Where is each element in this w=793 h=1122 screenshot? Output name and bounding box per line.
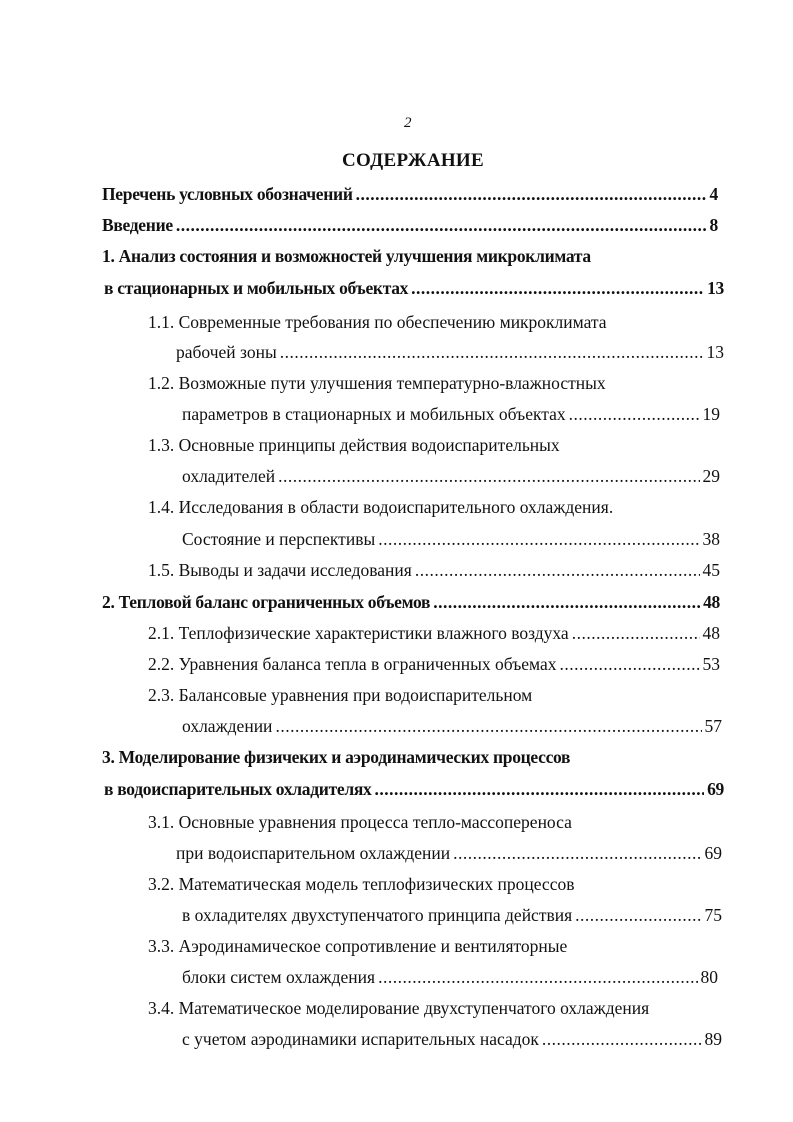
toc-entry-heading[interactable] [148,872,574,896]
toc-entry[interactable] [182,965,718,989]
toc-entry-text: 3.1. Основные уравнения процесса тепло-массопереноса [148,812,572,832]
toc-entry-text: 3.3. Аэродинамическое сопротивление и вентиляторные [148,936,568,956]
toc-entry[interactable] [182,1027,722,1051]
toc-entry-page: 48 [703,592,720,612]
toc-entry-heading[interactable] [148,683,532,707]
toc-entry-heading[interactable] [148,371,606,395]
toc-entry-text: в охладителях двухступенчатого принципа действия [182,905,573,925]
toc-entry-page: 4 [709,184,718,204]
toc-entry-heading[interactable] [102,244,591,268]
dot-leader [278,464,699,488]
dot-leader [569,402,700,426]
toc-entry[interactable] [148,558,720,582]
page-number: 2 [404,115,412,131]
toc-entry[interactable] [176,340,724,364]
toc-entry-page: 13 [707,278,724,298]
toc-entry-text: 1.1. Современные требования по обеспечению микроклимата [148,312,607,332]
toc-entry[interactable] [102,213,718,237]
toc-entry-text: при водоиспарительном охлаждении [176,843,451,863]
toc-entry[interactable] [182,464,720,488]
toc-entry-text: 1.4. Исследования в области водоиспарительного охлаждения. [148,497,614,517]
toc-entry-heading[interactable] [148,433,560,457]
toc-entry-page: 8 [709,215,718,235]
toc-entry-heading[interactable] [102,745,570,769]
toc-entry-text: 3. Моделирование физичеких и аэродинамических процессов [102,747,571,767]
toc-entry[interactable] [176,841,722,865]
toc-entry-text: рабочей зоны [176,342,277,362]
toc-entry-text: 1.2. Возможные пути улучшения температурно-влажностных [148,373,606,393]
toc-entry-page: 53 [702,654,720,674]
toc-entry[interactable] [182,903,722,927]
toc-entry-page: 57 [704,716,722,736]
toc-entry-heading[interactable] [148,996,649,1020]
toc-entry-heading[interactable] [148,495,613,519]
toc-entry-text: 2.1. Теплофизические характеристики влажного воздуха [148,623,569,643]
dot-leader [374,777,704,801]
dot-leader [356,182,707,206]
dot-leader [415,558,700,582]
toc-entry[interactable] [148,621,720,645]
toc-entry[interactable] [104,777,724,801]
dot-leader [542,1027,702,1051]
toc-entry-page: 45 [702,560,720,580]
toc-entry-page: 19 [702,404,720,424]
toc-entry-text: 2.2. Уравнения баланса тепла в ограниченных объемах [148,654,557,674]
toc-entry-text: 2. Тепловой баланс ограниченных объемов [102,592,431,612]
toc-entry-text: 3.2. Математическая модель теплофизических процессов [148,874,575,894]
toc-entry-text: охладителей [182,466,276,486]
dot-leader [453,841,701,865]
toc-entry-text: в стационарных и мобильных объектах [104,278,409,298]
toc-entry-text: в водоиспарительных охладителях [104,779,372,799]
toc-entry-page: 80 [700,967,718,987]
toc-entry-heading[interactable] [148,934,567,958]
dot-leader [378,965,697,989]
toc-entry[interactable] [102,182,718,206]
toc-entry-heading[interactable] [148,310,607,334]
toc-entry-text: 1. Анализ состояния и возможностей улучшения микроклимата [102,246,591,266]
toc-entry-text: 1.5. Выводы и задачи исследования [148,560,412,580]
toc-entry[interactable] [182,714,722,738]
dot-leader [411,276,704,300]
toc-entry[interactable] [102,590,720,614]
dot-leader [280,340,704,364]
toc-entry-text: 3.4. Математическое моделирование двухступенчатого охлаждения [148,998,650,1018]
toc-entry-page: 75 [704,905,722,925]
toc-entry-text: параметров в стационарных и мобильных объектах [182,404,566,424]
dot-leader [572,621,700,645]
toc-entry[interactable] [104,276,724,300]
toc-entry-page: 38 [702,529,720,549]
toc-entry-text: 2.3. Балансовые уравнения при водоиспарительном [148,685,533,705]
dot-leader [176,213,707,237]
toc-entry-text: Перечень условных обозначений [102,184,353,204]
toc-entry-heading[interactable] [148,810,572,834]
toc-entry-page: 29 [702,466,720,486]
toc-entry-text: блоки систем охлаждения [182,967,376,987]
toc-entry-text: с учетом аэродинамики испарительных насадок [182,1029,539,1049]
toc-entry[interactable] [182,527,720,551]
dot-leader [560,652,700,676]
dot-leader [575,903,701,927]
toc-entry-text: Введение [102,215,173,235]
toc-entry-page: 69 [704,843,722,863]
toc-entry-page: 89 [704,1029,722,1049]
toc-title: СОДЕРЖАНИЕ [342,150,484,171]
toc-entry-text: 1.3. Основные принципы действия водоиспарительных [148,435,560,455]
toc-entry-page: 48 [702,623,720,643]
toc-entry[interactable] [182,402,720,426]
toc-entry-page: 69 [707,779,724,799]
toc-entry-text: охлаждении [182,716,273,736]
toc-entry-page: 13 [706,342,724,362]
dot-leader [378,527,699,551]
dot-leader [275,714,701,738]
toc-entry-text: Состояние и перспективы [182,529,376,549]
dot-leader [433,590,700,614]
toc-entry[interactable] [148,652,720,676]
